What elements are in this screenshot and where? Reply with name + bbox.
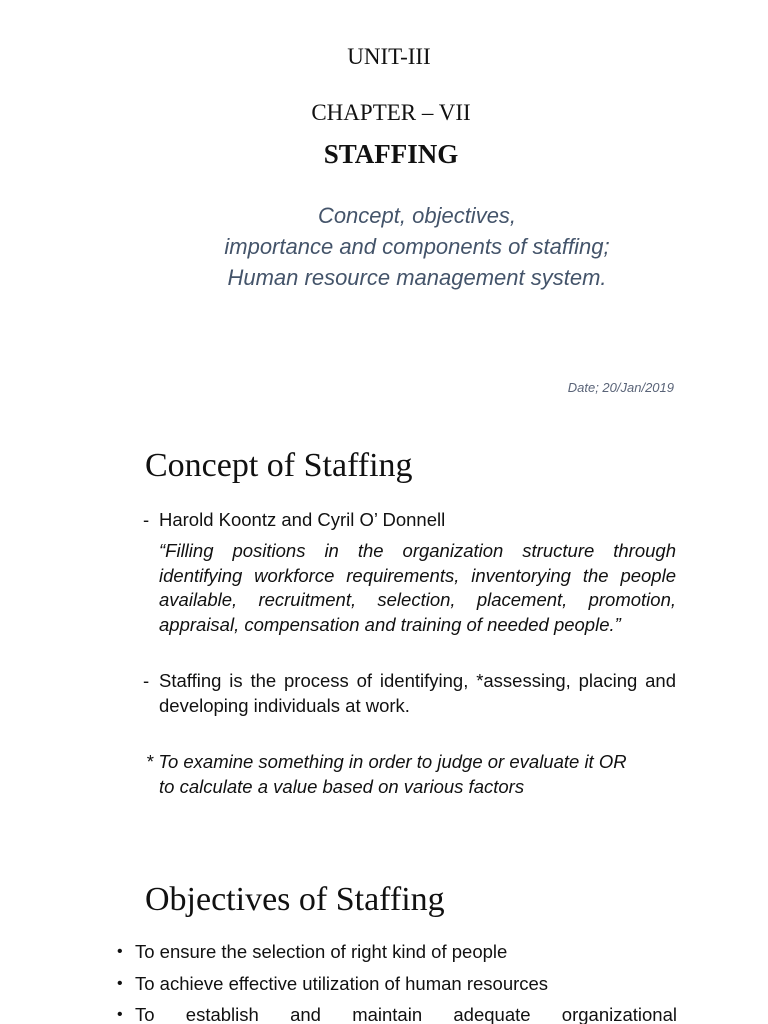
- dash-list-item: [143, 508, 676, 533]
- dash-marker: -: [143, 509, 150, 530]
- unit-label: UNIT-III: [347, 44, 431, 69]
- dash-list-item: [143, 669, 676, 718]
- list-item: [117, 972, 677, 997]
- section-heading-concept: Concept of Staffing: [145, 447, 413, 484]
- subtitle-line: Concept, objectives,: [317, 203, 517, 228]
- dash-marker: -: [143, 670, 150, 691]
- bullet-icon: •: [117, 943, 123, 960]
- footnote-line: * To examine something in order to judge or evaluate it OR: [146, 751, 627, 772]
- bullet-icon: •: [117, 1006, 123, 1023]
- dash-item-text: Staffing is the process of identifying, *assessing, placing and developing individuals at work.: [159, 670, 676, 716]
- list-item-text: To ensure the selection of right kind of people: [135, 941, 508, 962]
- footnote: [146, 750, 686, 799]
- list-item-text: To establish and maintain adequate organizational: [135, 1004, 677, 1024]
- definition-quote: “Filling positions in the organization structure through identifying workforce requirements, inventorying the people available, recruitment, selection, placement, promotion, appraisal, compensation and training of needed people.”: [159, 540, 676, 635]
- subtitle-line: Human resource management system.: [227, 265, 607, 290]
- list-item: [117, 940, 677, 965]
- footnote-line: to calculate a value based on various factors: [159, 775, 525, 797]
- list-item-text: To achieve effective utilization of human resources: [135, 972, 549, 994]
- chapter-label: CHAPTER – VII: [311, 100, 471, 125]
- subtitle: [0, 200, 768, 293]
- dash-item-text: Harold Koontz and Cyril O’ Donnell: [159, 509, 446, 530]
- date-label: Date; 20/Jan/2019: [567, 380, 674, 395]
- section-heading-objectives: Objectives of Staffing: [145, 881, 445, 918]
- objectives-list: [117, 940, 677, 1024]
- page-title: STAFFING: [323, 139, 459, 169]
- list-item: [117, 1003, 677, 1024]
- bullet-icon: •: [117, 974, 123, 992]
- subtitle-line: importance and components of staffing;: [224, 234, 610, 259]
